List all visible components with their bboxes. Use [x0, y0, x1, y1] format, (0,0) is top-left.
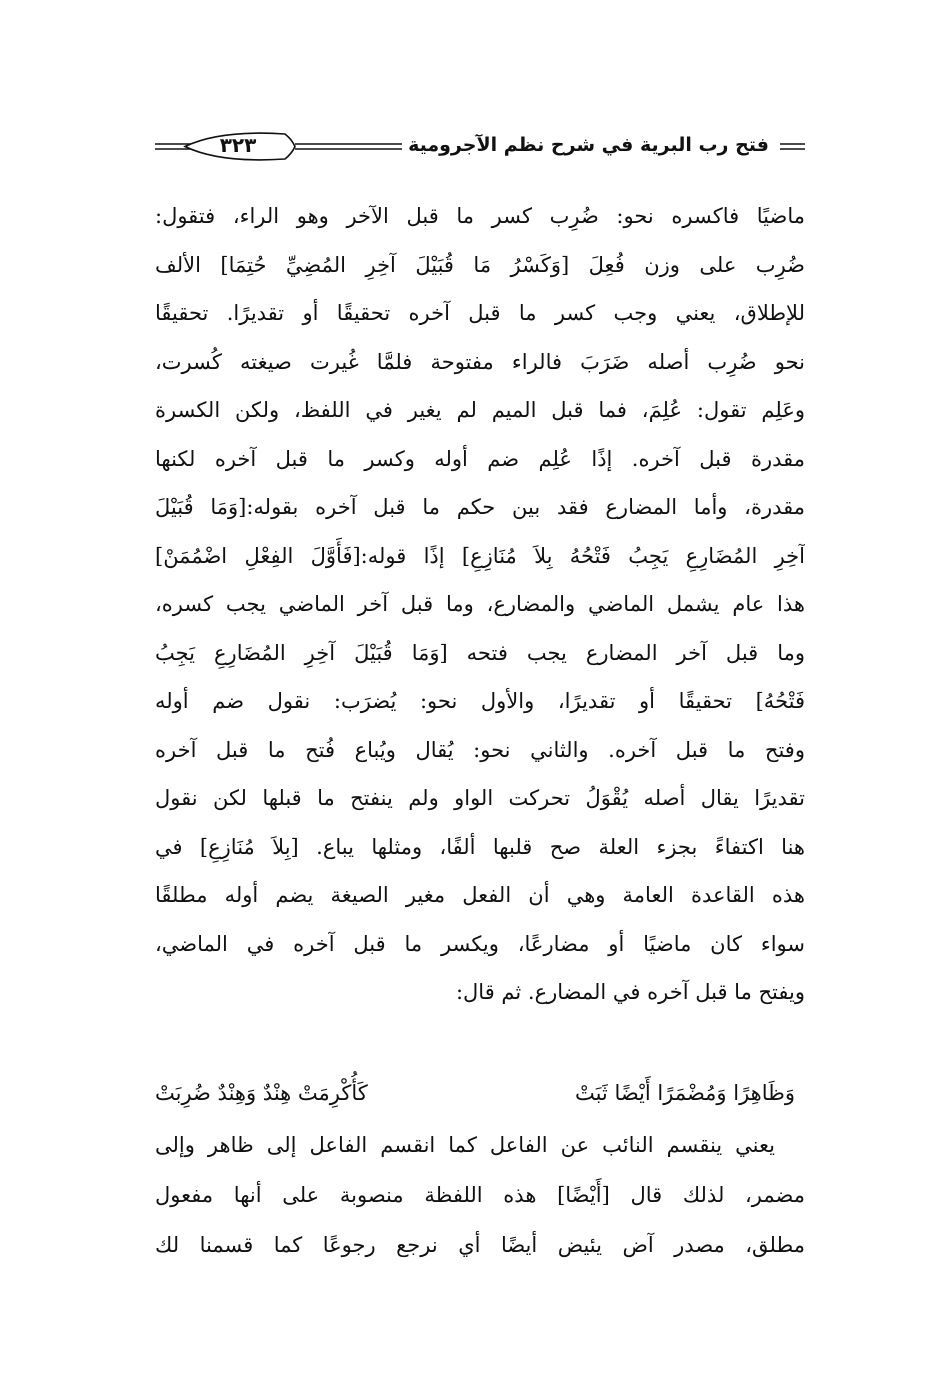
book-title: فتح رب البرية في شرح نظم الآجرومية	[402, 130, 775, 160]
verse-first-hemistich: وَظَاهِرًا وَمُضْمَرًا أَيْضًا ثَبَتْ	[574, 1081, 795, 1105]
text-line: يعني ينقسم النائب عن الفاعل كما انقسم الفاعل إلى ظاهر وإلى	[155, 1133, 775, 1157]
text-line: ماضيًا فاكسره نحو: ضُرِب كسر ما قبل الآخر وهو الراء، فتقول:	[155, 204, 805, 228]
text-line: هنا اكتفاءً بجزء العلة صح قلبها ألفًا، ومثلها يباع. [بِلاَ مُنَازِعِ] في	[155, 834, 805, 859]
text-line: سواء كان ماضيًا أو مضارعًا، ويكسر ما قبل آخره في الماضي،	[155, 931, 805, 956]
page-number: ٣٢٣	[219, 133, 257, 157]
text-line: ويفتح ما قبل آخره في المضارع. ثم قال:	[455, 980, 805, 1004]
text-line: مطلق، مصدر آض يئيض أيضًا أي نرجع رجوعًا كما قسمنا لك	[155, 1233, 805, 1257]
main-paragraph	[155, 192, 805, 1017]
text-line: فَتْحُهُ] تحقيقًا أو تقديرًا، والأول نحو: يُضرَب: نقول ضم أوله	[155, 689, 805, 713]
text-line: وعَلِم تقول: عُلِمَ، فما قبل الميم لم يغير في اللفظ، ولكن الكسرة	[155, 398, 805, 422]
commentary-paragraph	[155, 1120, 805, 1270]
poem-verse	[155, 1068, 805, 1118]
text-line: تقديرًا يقال أصله يُقْوَلُ تحركت الواو ولم ينفتح ما قبلها لكن نقول	[155, 786, 805, 810]
running-header	[155, 128, 805, 164]
verse-second-hemistich: كَأُكْرِمَتْ هِنْدٌ وَهِنْدٌ ضُرِبَتْ	[155, 1081, 368, 1105]
text-line: للإطلاق، يعني وجب كسر ما قبل آخره تحقيقًا أو تقديرًا. تحقيقًا	[155, 301, 805, 325]
text-line: نحو ضُرِب أصله ضَرَبَ فالراء مفتوحة فلمَّا غُيرت صيغته كُسرت،	[155, 349, 805, 374]
text-line: مضمر، لذلك قال [أَيْضًا] هذه اللفظة منصوبة على أنها مفعول	[155, 1183, 805, 1207]
text-line: وما قبل آخر المضارع يجب فتحه [وَمَا قُبَيْلَ آخِرِ المُضَارِعِ يَجِبُ	[155, 640, 805, 665]
text-line: وفتح ما قبل آخره. والثاني نحو: يُقال ويُباع فُتح ما قبل آخره	[155, 737, 805, 762]
text-line: هذا عام يشمل الماضي والمضارع، وما قبل آخر الماضي يجب كسره،	[155, 592, 805, 616]
text-line: هذه القاعدة العامة وهي أن الفعل مغير الصيغة يضم أوله مطلقًا	[155, 883, 805, 907]
text-line: مقدرة، وأما المضارع فقد بين حكم ما قبل آخره بقوله:[وَمَا قُبَيْلَ	[155, 495, 805, 519]
text-line: آخِرِ المُضَارِعِ يَجِبُ فَتْحُهُ بِلاَ مُنَازِعِ] إذًا قوله:[فَأَوَّلَ الفِعْلِ اضْمُمَنْ]	[155, 543, 805, 568]
text-line: مقدرة قبل آخره. إذًا عُلِم ضم أوله وكسر ما قبل آخره لكنها	[155, 446, 805, 471]
text-line: ضُرِب على وزن فُعِلَ [وَكَسْرُ مَا قُبَيْلَ آخِرِ المُضِيِّ حُتِمَا] الألف	[155, 252, 805, 277]
